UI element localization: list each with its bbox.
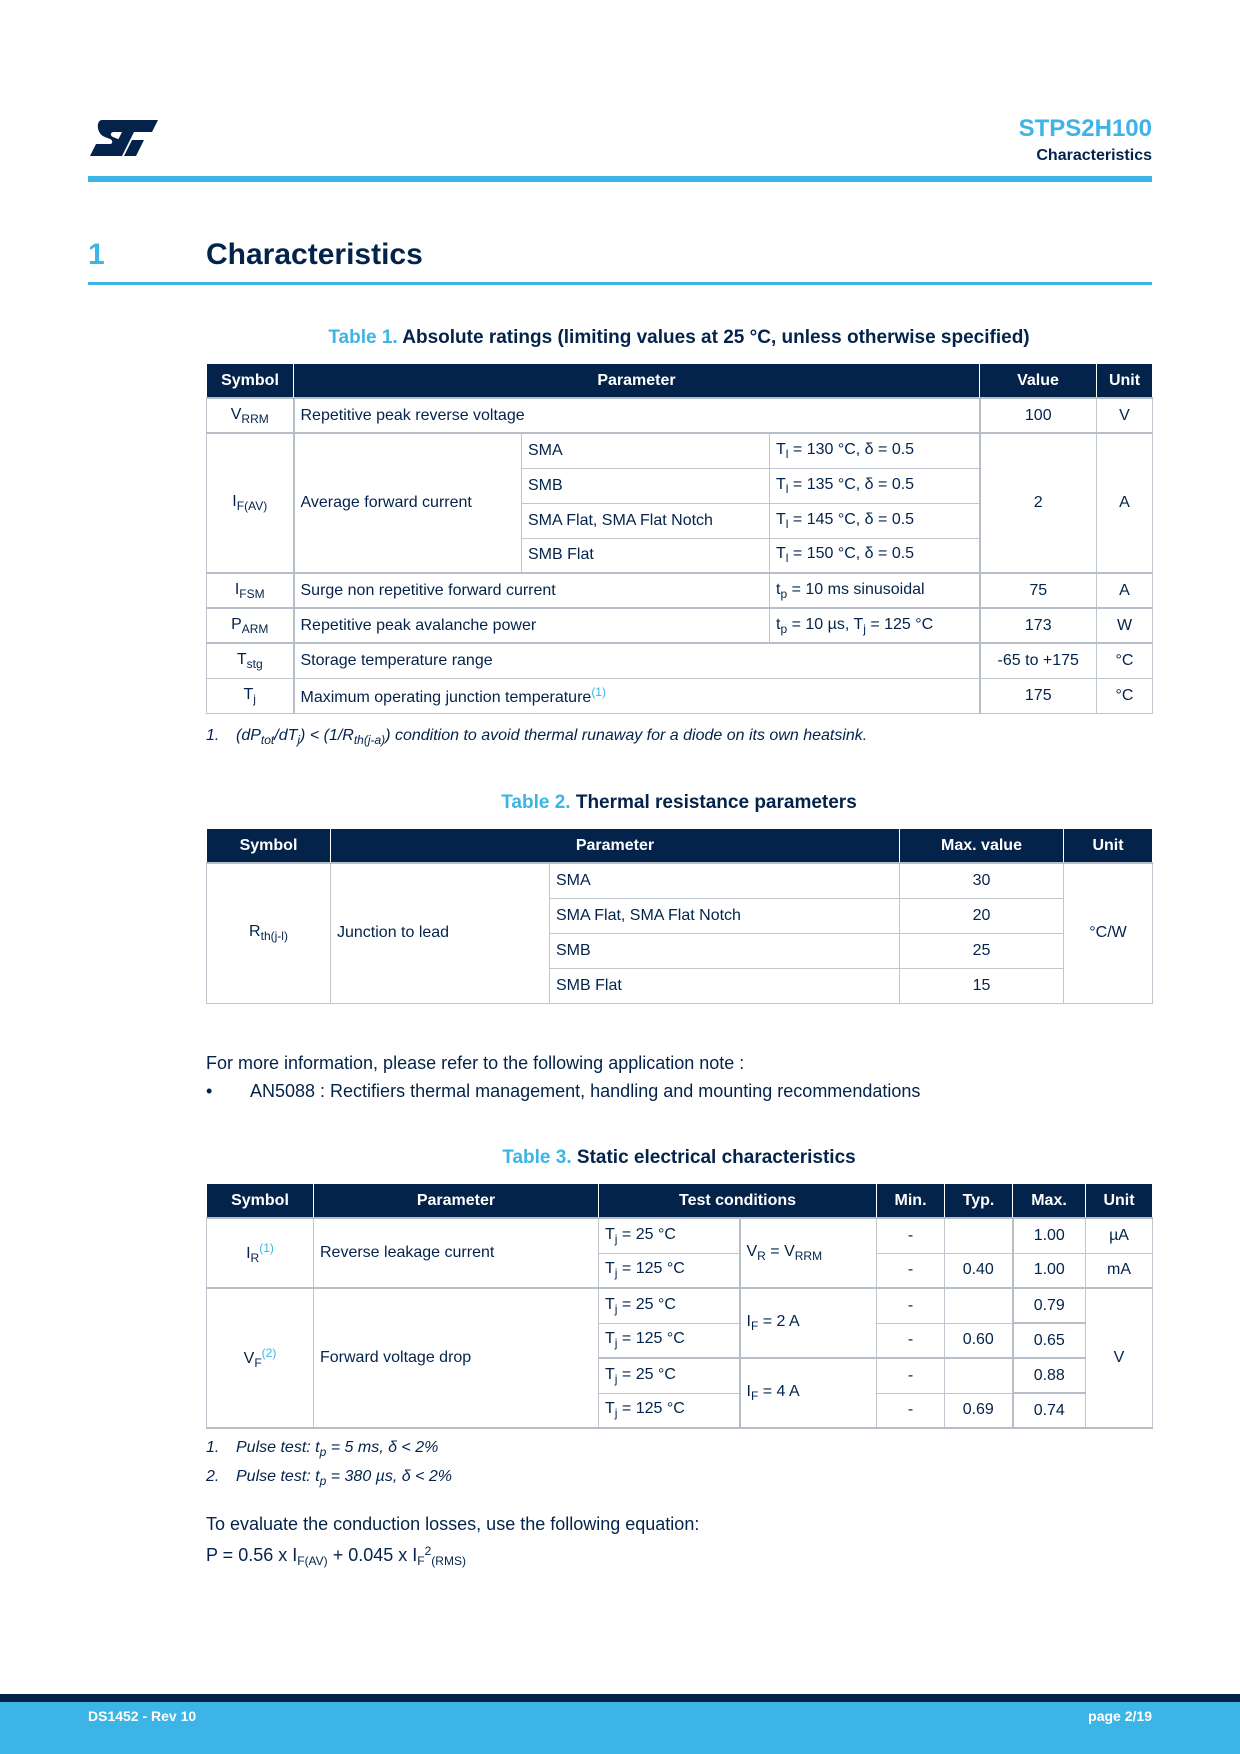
footnote-ref[interactable]: (2): [261, 1346, 277, 1360]
absolute-ratings-table: [206, 364, 1153, 714]
value-cell: 100: [980, 398, 1097, 433]
tj-cell: $T_j = 125$ °C: [599, 1253, 740, 1288]
tj-cell: $T_j = 25$ °C: [599, 1218, 740, 1253]
col-header: Unit: [1097, 364, 1153, 398]
typ-cell: 0.69: [945, 1393, 1013, 1428]
tj-cell: $T_j = 25$ °C: [599, 1288, 740, 1323]
param-cell: Reverse leakage current: [314, 1218, 599, 1288]
param-cell: Forward voltage drop: [314, 1288, 599, 1428]
unit-cell: mA: [1086, 1253, 1153, 1288]
header-section: Characteristics: [1036, 147, 1152, 164]
table2-title: Thermal resistance parameters: [575, 792, 857, 813]
col-header: Typ.: [945, 1184, 1013, 1218]
unit-cell: A: [1097, 573, 1153, 608]
symbol-rth: $R_{th(j-l)}$: [207, 863, 331, 1003]
value-cell: 2: [980, 433, 1097, 573]
footnote-ref[interactable]: (1): [259, 1241, 274, 1255]
col-header: Parameter: [314, 1184, 599, 1218]
col-header: Symbol: [207, 1184, 314, 1218]
tj-cell: $T_j = 125$ °C: [599, 1323, 740, 1358]
unit-cell: V: [1097, 398, 1153, 433]
unit-cell: µA: [1086, 1218, 1153, 1253]
param-cell: Repetitive peak reverse voltage: [294, 398, 980, 433]
app-note-item: [206, 1081, 920, 1102]
bullet-icon: •: [206, 1081, 213, 1101]
tj-cell: $T_j = 25$ °C: [599, 1358, 740, 1393]
table1-title: Absolute ratings (limiting values at 25 °C, unless otherwise specified): [402, 327, 1030, 348]
table-row: [207, 433, 1153, 468]
package-cell: SMB Flat: [522, 538, 770, 573]
section-rule: [88, 282, 1152, 285]
unit-cell: °C: [1097, 678, 1153, 713]
col-header: Max. value: [900, 829, 1064, 863]
doc-revision: DS1452 - Rev 10: [88, 1708, 197, 1724]
max-cell: 0.65: [1013, 1323, 1086, 1358]
param-cell: Surge non repetitive forward current: [294, 573, 770, 608]
package-cell: SMA: [550, 863, 900, 898]
unit-cell: °C: [1097, 643, 1153, 678]
value-cell: 175: [980, 678, 1097, 713]
param-cell: Average forward current: [294, 433, 522, 573]
section-number: 1: [88, 238, 105, 271]
table1-number: Table 1.: [328, 327, 398, 348]
symbol-tstg: $T_{stg}$: [207, 643, 294, 678]
table-row: [207, 678, 1153, 713]
col-header: Value: [980, 364, 1097, 398]
table-header-row: [207, 1184, 1153, 1218]
table3-caption: [206, 1147, 1152, 1169]
condition-cell: $T_l = 150$ °C, δ = 0.5: [770, 538, 980, 573]
max-cell: 0.74: [1013, 1393, 1086, 1428]
typ-cell: [945, 1358, 1013, 1393]
table-row: [207, 608, 1153, 643]
typ-cell: 0.60: [945, 1323, 1013, 1358]
condition-cell: $t_p = 10$ ms sinusoidal: [770, 573, 980, 608]
symbol-ifav: $I_{F(AV)}$: [207, 433, 294, 573]
condition-cell: $I_F = 4$ A: [740, 1358, 877, 1428]
value-cell: 30: [900, 863, 1064, 898]
footnote-ref[interactable]: (1): [591, 684, 606, 699]
static-electrical-table: [206, 1184, 1153, 1429]
package-cell: SMB: [550, 933, 900, 968]
table3-footnote-2: 2. Pulse test: $t_p = 380$ µs, δ < 2%: [206, 1468, 453, 1488]
condition-cell: $t_p = 10$ µs, $T_j = 125$ °C: [770, 608, 980, 643]
table-row: [207, 398, 1153, 433]
table1-caption: [206, 327, 1152, 349]
col-header: Test conditions: [599, 1184, 877, 1218]
min-cell: -: [877, 1358, 945, 1393]
symbol-parm: $P_{ARM}$: [207, 608, 294, 643]
package-cell: SMA Flat, SMA Flat Notch: [550, 898, 900, 933]
typ-cell: [945, 1288, 1013, 1323]
app-note-link[interactable]: AN5088 : Rectifiers thermal management, handling and mounting recommendations: [250, 1081, 921, 1101]
value-cell: 75: [980, 573, 1097, 608]
min-cell: -: [877, 1393, 945, 1428]
min-cell: -: [877, 1253, 945, 1288]
table3-number: Table 3.: [502, 1147, 572, 1168]
condition-cell: $I_F = 2$ A: [740, 1288, 877, 1358]
table3-title: Static electrical characteristics: [576, 1147, 856, 1168]
col-header: Min.: [877, 1184, 945, 1218]
param-cell: Repetitive peak avalanche power: [294, 608, 770, 643]
condition-cell: $T_l = 130$ °C, δ = 0.5: [770, 433, 980, 468]
tj-cell: $T_j = 125$ °C: [599, 1393, 740, 1428]
thermal-resistance-table: [206, 829, 1153, 1004]
table-header-row: [207, 829, 1153, 863]
table-row: [207, 1288, 1153, 1323]
symbol-vrrm: $V_{RRM}$: [207, 398, 294, 433]
table2-number: Table 2.: [501, 792, 571, 813]
col-header: Symbol: [207, 829, 331, 863]
symbol-ir: $I_R^{(1)}$: [207, 1218, 314, 1288]
value-cell: 173: [980, 608, 1097, 643]
value-cell: -65 to +175: [980, 643, 1097, 678]
info-text: For more information, please refer to the following application note :: [206, 1053, 745, 1073]
min-cell: -: [877, 1218, 945, 1253]
package-cell: SMA Flat, SMA Flat Notch: [522, 503, 770, 538]
table3-footnote-1: 1. Pulse test: $t_p = 5$ ms, δ < 2%: [206, 1439, 439, 1459]
col-header: Parameter: [331, 829, 900, 863]
min-cell: -: [877, 1288, 945, 1323]
page-number: page 2/19: [1088, 1708, 1152, 1724]
condition-cell: $V_R = V_{RRM}$: [740, 1218, 877, 1288]
unit-cell: V: [1086, 1288, 1153, 1428]
table1-footnote: 1. $(dP_{tot}/dT_j) < (1/R_{th(j-a)})$ condition to avoid thermal runaway for a diode on its own heatsink.: [206, 727, 868, 747]
header-rule: [88, 176, 1152, 182]
table-row: [207, 1218, 1153, 1253]
unit-cell: °C/W: [1064, 863, 1153, 1003]
condition-cell: $T_l = 135$ °C, δ = 0.5: [770, 468, 980, 503]
param-cell: Maximum operating junction temperature$^{(1)}$: [294, 678, 980, 713]
condition-cell: $T_l = 145$ °C, δ = 0.5: [770, 503, 980, 538]
col-header: Unit: [1064, 829, 1153, 863]
max-cell: 0.88: [1013, 1358, 1086, 1393]
symbol-vf: $V_F^{(2)}$: [207, 1288, 314, 1428]
table-row: [207, 643, 1153, 678]
typ-cell: [945, 1218, 1013, 1253]
col-header: Parameter: [294, 364, 980, 398]
value-cell: 20: [900, 898, 1064, 933]
typ-cell: 0.40: [945, 1253, 1013, 1288]
package-cell: SMA: [522, 433, 770, 468]
max-cell: 0.79: [1013, 1288, 1086, 1323]
unit-cell: A: [1097, 433, 1153, 573]
min-cell: -: [877, 1323, 945, 1358]
table-row: [207, 863, 1153, 898]
col-header: Unit: [1086, 1184, 1153, 1218]
section-title: Characteristics: [206, 238, 423, 271]
value-cell: 15: [900, 968, 1064, 1003]
equation-intro: To evaluate the conduction losses, use the following equation:: [206, 1514, 700, 1534]
symbol-ifsm: $I_{FSM}$: [207, 573, 294, 608]
st-logo: [88, 118, 160, 158]
param-cell: Storage temperature range: [294, 643, 980, 678]
value-cell: 25: [900, 933, 1064, 968]
col-header: Symbol: [207, 364, 294, 398]
max-cell: 1.00: [1013, 1218, 1086, 1253]
equation: P = 0.56 x $I_{F(AV)} + 0.045$ x $I_F^2_{(RMS)}$: [206, 1544, 466, 1568]
unit-cell: W: [1097, 608, 1153, 643]
table2-caption: [206, 792, 1152, 814]
table-row: [207, 573, 1153, 608]
table-header-row: [207, 364, 1153, 398]
package-cell: SMB: [522, 468, 770, 503]
header: [1019, 114, 1152, 166]
product-name: STPS2H100: [1018, 115, 1152, 142]
package-cell: SMB Flat: [550, 968, 900, 1003]
param-cell: Junction to lead: [331, 863, 550, 1003]
max-cell: 1.00: [1013, 1253, 1086, 1288]
symbol-tj: $T_j$: [207, 678, 294, 713]
col-header: Max.: [1013, 1184, 1086, 1218]
footer-rule: [0, 1694, 1240, 1702]
